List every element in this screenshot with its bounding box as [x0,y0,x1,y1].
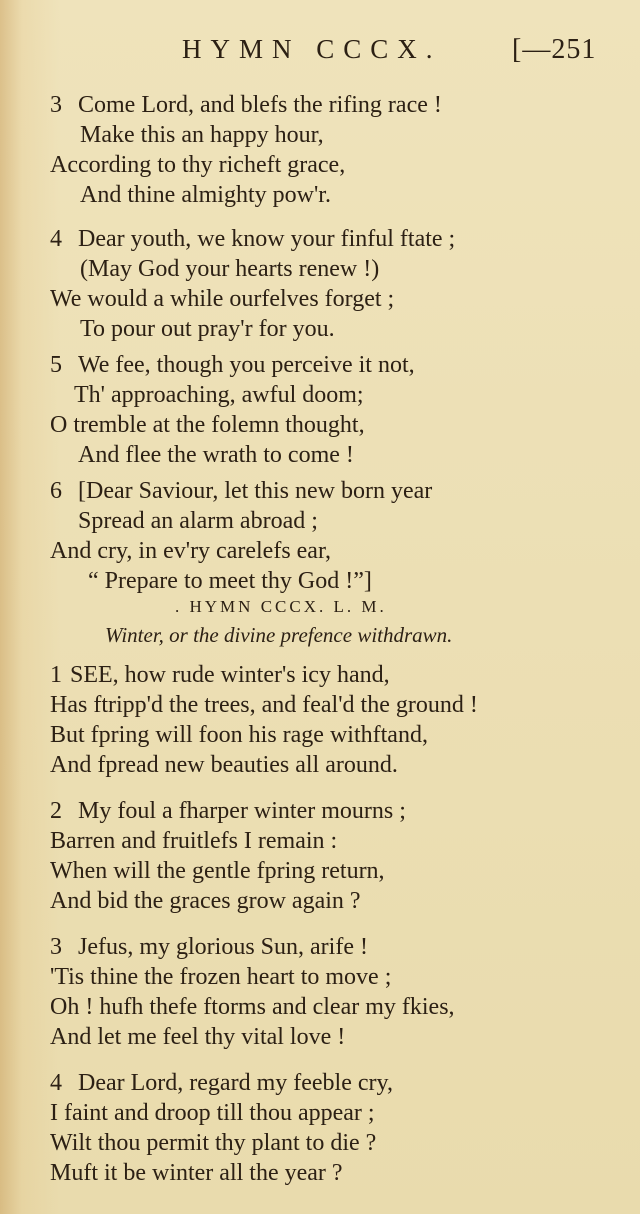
stanza-number: 2 [50,798,62,824]
verse-line: Jefus, my glorious Sun, arife ! [78,934,368,960]
stanza-3 [50,90,610,210]
verse-line: But fpring will foon his rage withftand, [50,722,428,748]
running-title: HYMN CCCX. [182,34,442,64]
hymn-title: . HYMN CCCX. L. M. [175,597,387,616]
verse-line: To pour out pray'r for you. [80,316,335,342]
stanza-4-new [50,1068,610,1188]
stanza-number: 6 [50,478,62,504]
verse-line: Has ftripp'd the trees, and feal'd the ground ! [50,692,478,718]
stanza-4 [50,224,610,344]
verse-line: Muft it be winter all the year ? [50,1160,343,1186]
verse-line: We fee, though you perceive it not, [78,352,415,378]
stanza-number: 1 [50,662,62,688]
verse-line: And let me feel thy vital love ! [50,1024,346,1050]
verse-line: According to thy richeft grace, [50,152,346,178]
verse-line: Wilt thou permit thy plant to die ? [50,1130,377,1156]
stanza-number: 3 [50,934,62,960]
stanza-number: 3 [50,92,62,118]
verse-line: My foul a fharper winter mourns ; [78,798,406,824]
verse-line: O tremble at the folemn thought, [50,412,365,438]
verse-line: We would a while ourfelves forget ; [50,286,395,312]
verse-line: 'Tis thine the frozen heart to move ; [50,964,392,990]
verse-line: I faint and droop till thou appear ; [50,1100,375,1126]
verse-line: (May God your hearts renew !) [80,256,380,282]
stanza-1 [50,660,610,780]
stanza-3-new [50,932,610,1052]
verse-line: Barren and fruitlefs I remain : [50,828,338,854]
verse-line: And cry, in ev'ry carelefs ear, [50,538,331,564]
verse-line: Spread an alarm abroad ; [78,508,318,534]
verse-line: Dear Lord, regard my feeble cry, [78,1070,393,1096]
verse-line: SEE, how rude winter's icy hand, [70,662,390,688]
verse-line: Th' approaching, awful doom; [74,382,364,408]
hymn-heading [50,594,610,650]
hymn-continued [50,90,610,596]
verse-line: And bid the graces grow again ? [50,888,361,914]
hymn-subtitle: Winter, or the divine prefence withdrawn. [105,623,453,647]
stanza-number: 5 [50,352,62,378]
verse-line: “ Prepare to meet thy God !”] [88,568,372,594]
stanza-number: 4 [50,1070,62,1096]
stanza-5 [50,350,610,470]
stanza-number: 4 [50,226,62,252]
stanza-6 [50,476,610,596]
verse-line: And flee the wrath to come ! [78,442,354,468]
verse-line: Oh ! hufh thefe ftorms and clear my fkies, [50,994,455,1020]
verse-line: [Dear Saviour, let this new born year [78,478,433,504]
stanza-2 [50,796,610,916]
verse-line: Make this an happy hour, [80,122,324,148]
verse-line: Dear youth, we know your finful ftate ; [78,226,456,252]
hymn-body [50,660,610,1188]
page-header [0,30,640,70]
verse-line: And fpread new beauties all around. [50,752,398,778]
verse-line: And thine almighty pow'r. [80,182,331,208]
verse-line: When will the gentle fpring return, [50,858,385,884]
page-number: [—251 [512,34,597,65]
verse-line: Come Lord, and blefs the rifing race ! [78,92,442,118]
